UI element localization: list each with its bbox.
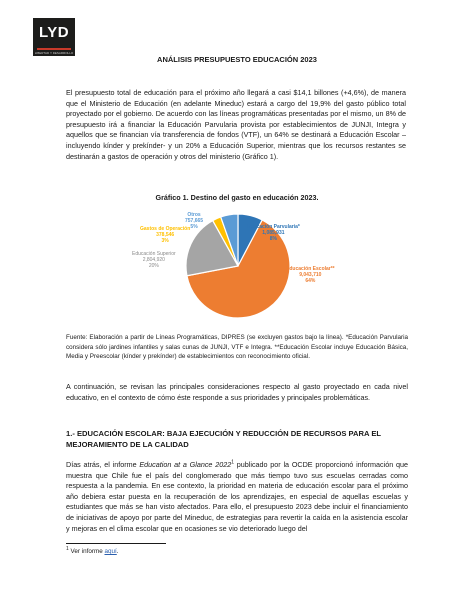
footnote-divider <box>66 543 166 544</box>
footnote-end: . <box>116 548 119 555</box>
label-parvularia <box>247 224 300 242</box>
label-escolar <box>286 266 335 284</box>
label-otros-name: Otros <box>187 212 201 218</box>
label-otros-pct: 5% <box>190 224 198 230</box>
footnote-number: 1 <box>66 545 69 552</box>
label-operacion-pct: 3% <box>161 238 169 244</box>
page-title: ANÁLISIS PRESUPUESTO EDUCACIÓN 2023 <box>157 55 317 64</box>
chart-source-note: Fuente: Elaboración a partir de Líneas Programáticas, DIPRES (se excluyen gastos bajo la línea). *Educación Parvularia considera sólo jardines infantiles y salas cunas de JUNJI, VTF e Integra. **Educación Escolar incluye Educación Básica, Media y Preescolar (kínder y prekínder) de establecimientos con reconocimiento oficial. <box>66 334 408 360</box>
label-operacion <box>140 226 190 244</box>
label-escolar-value: 9,043,710 <box>299 272 322 278</box>
label-parvularia-value: 1,085,931 <box>262 230 285 236</box>
report-title: Education at a Glance 2022 <box>139 460 232 469</box>
chart-title: Gráfico 1. Destino del gasto en educación 2023. <box>155 193 319 202</box>
label-superior-name: Educación Superior <box>132 251 176 257</box>
logo-bar <box>37 48 71 50</box>
label-superior-pct: 20% <box>148 263 159 269</box>
label-superior <box>132 251 176 269</box>
logo-subtext: LIBERTAD Y DESARROLLO <box>34 51 74 55</box>
footnote <box>66 545 119 555</box>
label-superior-value: 2,804,920 <box>142 257 165 263</box>
section-paragraph-lead: Días atrás, el informe <box>66 460 140 469</box>
section-paragraph <box>66 460 408 534</box>
footnote-link[interactable]: aquí <box>104 548 117 555</box>
transition-paragraph: A continuación, se revisan las principales consideraciones respecto al gasto proyectado en cada nivel educativo, en el contexto de cómo éste responde a sus prioridades y principales problemáticas. <box>66 382 408 402</box>
footnote-ref[interactable]: 1 <box>231 459 234 466</box>
label-escolar-pct: 64% <box>305 278 316 284</box>
section-paragraph-rest: publicado por la OCDE proporcionó información que muestra que Chile fue el país del conglomerado que más tiempo tuvo sus escuelas cerradas como respuesta a la pandemia. En ese contexto, la prioridad en materia de educación escolar para el próximo año debiera estar puesta en la recuperación de los aprendizajes, en especial de aquellas escuelas y estudiantes que más se han visto afectados. Para ello, el presupuesto 2023 debe incluir el financiamiento de iniciativas de apoyo por parte del Mineduc, de estrategias para revertir la caída en la asistencia escolar y mejoras en el clima escolar que en ocasiones se vio deteriorado luego del <box>66 460 408 533</box>
logo-text: LYD <box>38 24 70 41</box>
label-operacion-value: 378,546 <box>156 232 175 238</box>
label-parvularia-name: Educación Parvularia* <box>247 224 300 230</box>
lyd-logo <box>33 18 75 56</box>
intro-paragraph: El presupuesto total de educación para el próximo año llegará a casi $14,1 billones (+4,6%), de manera que el Ministerio de Educación (en adelante Mineduc) estará a cargo del 19,9% del gasto público total proyectado por el gobierno. De acuerdo con las líneas programáticas presentadas por el mismo, un 8% de presupuesto irá a financiar la Educación Parvularia provista por establecimientos de JUNJI, Integra y aquellos que se financian vía transferencia de fondos (VTF), un 64% se destinará a Educación Escolar –incluyendo kínder y prekínder- y un 20% a Educación Superior, mientras que los recursos restantes se destinarán a gastos de operación y otros del ministerio (Gráfico 1). <box>66 88 406 161</box>
label-operacion-name: Gastos de Operación <box>140 226 191 232</box>
section-heading: 1.- EDUCACIÓN ESCOLAR: BAJA EJECUCIÓN Y REDUCCIÓN DE RECURSOS PARA EL MEJORAMIENTO DE LA CALIDAD <box>66 429 381 449</box>
label-escolar-name: Educación Escolar** <box>286 266 335 272</box>
label-otros-value: 757,665 <box>185 218 204 224</box>
label-parvularia-pct: 8% <box>269 236 278 242</box>
footnote-text: Ver informe <box>70 548 105 555</box>
